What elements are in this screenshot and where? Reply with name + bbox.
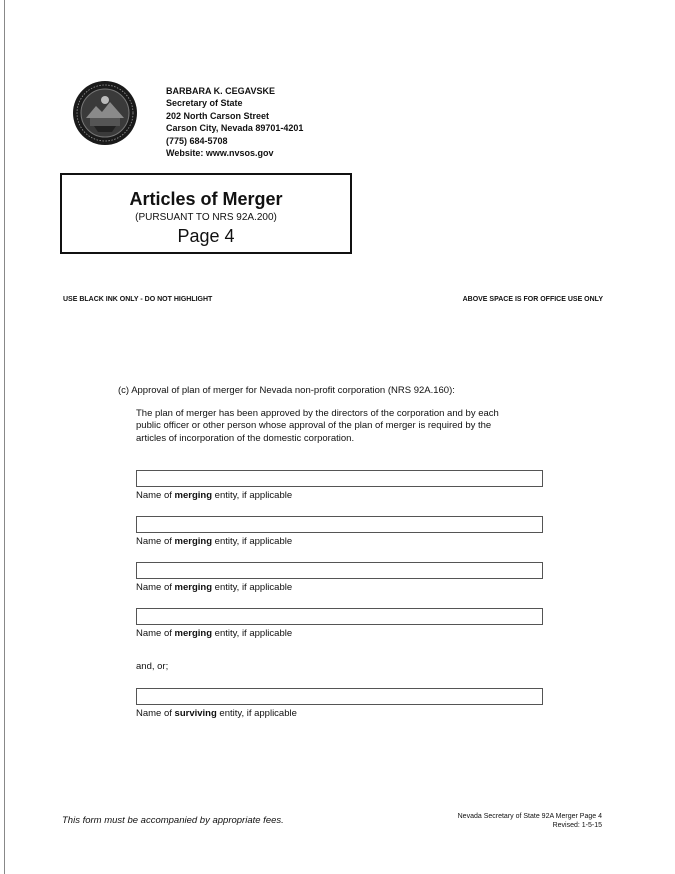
merging-entity-input-2[interactable] [136,516,543,533]
and-or-text: and, or; [136,661,169,672]
section-body-line: The plan of merger has been approved by the directors of the corporation and by each [136,408,499,419]
office-holder-name: BARBARA K. CEGAVSKE [166,86,276,96]
fee-notice: This form must be accompanied by appropriate fees. [62,815,284,826]
form-title: Articles of Merger [129,189,283,209]
label-keyword: merging [174,628,213,639]
section-body [136,408,536,445]
label-suffix: entity, if applicable [212,582,293,593]
form-reference: Nevada Secretary of State 92A Merger Page 4 [457,813,602,820]
office-title: Secretary of State [166,98,243,109]
label-suffix: entity, if applicable [212,490,293,501]
form-title-box [60,173,352,254]
office-website: Website: www.nvsos.gov [166,148,274,159]
section-body-line: public officer or other person whose approval of the plan of merger is required by the [136,420,492,432]
merging-entity-label [136,536,292,547]
label-prefix: Name of [136,708,175,719]
surviving-entity-label [136,708,297,719]
section-heading: (c) Approval of plan of merger for Nevada non-profit corporation (NRS 92A.160): [118,385,455,396]
office-street: 202 North Carson Street [166,110,270,121]
label-suffix: entity, if applicable [212,628,293,639]
merging-entity-label [136,490,292,501]
label-keyword: merging [174,490,213,501]
page-edge-line [4,0,5,874]
form-subtitle: (PURSUANT TO NRS 92A.200) [135,212,277,223]
revision-date: Revised: 1-5-15 [552,822,602,829]
merging-entity-label [136,582,292,593]
merging-entity-label [136,628,292,639]
label-keyword: surviving [174,708,217,719]
merging-entity-input-1[interactable] [136,470,543,487]
section-body-line: articles of incorporation of the domestic corporation. [136,432,355,444]
label-suffix: entity, if applicable [212,536,293,547]
office-phone: (775) 684-5708 [166,135,228,146]
nevada-state-seal-icon [72,80,138,146]
surviving-entity-input[interactable] [136,688,543,705]
office-city: Carson City, Nevada 89701-4201 [166,123,304,134]
label-prefix: Name of [136,582,175,593]
label-keyword: merging [174,536,213,547]
label-prefix: Name of [136,536,175,547]
merging-entity-input-4[interactable] [136,608,543,625]
secretary-of-state-contact [166,85,303,159]
ink-instruction: USE BLACK INK ONLY - DO NOT HIGHLIGHT [63,296,213,303]
office-use-note: ABOVE SPACE IS FOR OFFICE USE ONLY [462,296,603,303]
label-keyword: merging [174,582,213,593]
label-prefix: Name of [136,490,175,501]
form-revision-info [458,812,602,830]
form-page-number: Page 4 [177,226,235,246]
label-suffix: entity, if applicable [216,708,297,719]
merging-entity-input-3[interactable] [136,562,543,579]
label-prefix: Name of [136,628,175,639]
